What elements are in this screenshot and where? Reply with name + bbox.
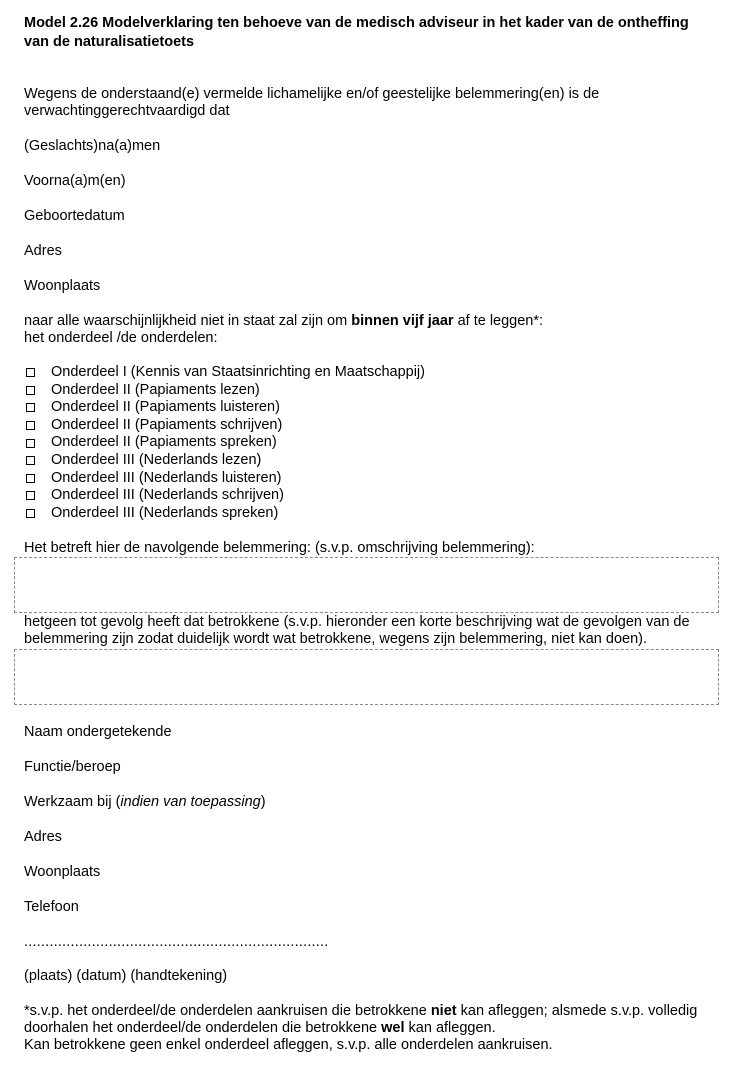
statement-bold: binnen vijf jaar (351, 313, 454, 329)
employer-prefix: Werkzaam bij ( (24, 794, 121, 810)
signature-line: ........................................................................ (24, 934, 329, 950)
document-title: Model 2.26 Modelverklaring ten behoeve van de medisch adviseur in het kader van de ontheffing van de naturalisatietoets (24, 15, 689, 50)
checkbox[interactable] (26, 474, 35, 483)
checklist-label: Onderdeel I (Kennis van Staatsinrichting en Maatschappij) (51, 364, 425, 380)
field-surname: (Geslachts)na(a)men (24, 138, 161, 154)
field-address: Adres (24, 243, 62, 259)
consequence-label: hetgeen tot gevolg heeft dat betrokkene (s.v.p. hieronder een korte beschrijving wat de gevolgen van de belemmering zijn zodat duidelijk wordt wat betrokkene, wegens zijn belemmering, niet kan doen). (24, 614, 690, 647)
employer-suffix: ) (260, 794, 266, 810)
checklist-item[interactable] (24, 417, 425, 435)
checklist-label: Onderdeel III (Nederlands luisteren) (51, 469, 282, 486)
signer-city-label: Woonplaats (24, 864, 101, 880)
statement-line2: het onderdeel /de onderdelen: (24, 330, 218, 346)
footnote-bold-niet: niet (430, 1003, 457, 1019)
field-birthdate: Geboortedatum (24, 208, 125, 224)
footnote-line3: Kan betrokkene geen enkel onderdeel afleggen, s.v.p. alle onderdelen aankruisen. (24, 1037, 553, 1053)
checklist-item[interactable] (24, 382, 425, 400)
checklist-label: Onderdeel II (Papiaments lezen) (51, 381, 260, 398)
checklist-item[interactable] (24, 399, 425, 417)
field-given-names: Voorna(a)m(en) (24, 173, 126, 189)
checkbox[interactable] (26, 386, 35, 395)
footnote-bold-wel: wel (381, 1020, 405, 1036)
statement-before: naar alle waarschijnlijkheid niet in staat zal zijn om (24, 313, 352, 329)
checklist-item[interactable] (24, 505, 425, 523)
checklist-label: Onderdeel III (Nederlands lezen) (51, 451, 262, 468)
signer-employer-label (24, 794, 266, 811)
checklist-item[interactable] (24, 452, 425, 470)
checklist-label: Onderdeel II (Papiaments schrijven) (51, 416, 283, 433)
checkbox[interactable] (26, 439, 35, 448)
checkbox[interactable] (26, 456, 35, 465)
signer-function-label: Functie/beroep (24, 759, 121, 775)
checkbox[interactable] (26, 368, 35, 377)
checkbox[interactable] (26, 421, 35, 430)
checklist-item[interactable] (24, 434, 425, 452)
checklist-item[interactable] (24, 487, 425, 505)
checkbox[interactable] (26, 509, 35, 518)
intro-text: Wegens de onderstaand(e) vermelde lichamelijke en/of geestelijke belemmering(en) is de verwachtinggerechtvaardigd dat (24, 86, 600, 119)
footnote-part2: kan afleggen; alsmede s.v.p. volledig doorhalen het onderdeel/de onderdelen die betrokkene (24, 1003, 698, 1036)
statement-after: af te leggen*: (453, 313, 544, 329)
consequence-description-field[interactable] (14, 649, 719, 705)
checklist-item[interactable] (24, 364, 425, 382)
field-city: Woonplaats (24, 278, 101, 294)
signature-caption: (plaats) (datum) (handtekening) (24, 968, 228, 984)
signer-phone-label: Telefoon (24, 899, 79, 915)
footnote-part3: kan afleggen. (404, 1020, 496, 1036)
checklist-item[interactable] (24, 470, 425, 488)
statement-text (24, 313, 543, 330)
footnote-part1: *s.v.p. het onderdeel/de onderdelen aankruisen die betrokkene (24, 1003, 431, 1019)
checkbox[interactable] (26, 491, 35, 500)
signer-name-label: Naam ondergetekende (24, 724, 172, 740)
checklist-label: Onderdeel II (Papiaments spreken) (51, 434, 277, 451)
checkbox[interactable] (26, 403, 35, 412)
employer-italic: indien van toepassing (120, 794, 261, 810)
footnote (24, 1003, 724, 1054)
impairment-description-field[interactable] (14, 557, 719, 613)
checklist-label: Onderdeel III (Nederlands schrijven) (51, 487, 284, 504)
exam-part-checklist (24, 364, 425, 522)
impairment-label: Het betreft hier de navolgende belemmering: (s.v.p. omschrijving belemmering): (24, 540, 535, 556)
signer-address-label: Adres (24, 829, 62, 845)
checklist-label: Onderdeel III (Nederlands spreken) (51, 504, 279, 521)
checklist-label: Onderdeel II (Papiaments luisteren) (51, 399, 280, 416)
